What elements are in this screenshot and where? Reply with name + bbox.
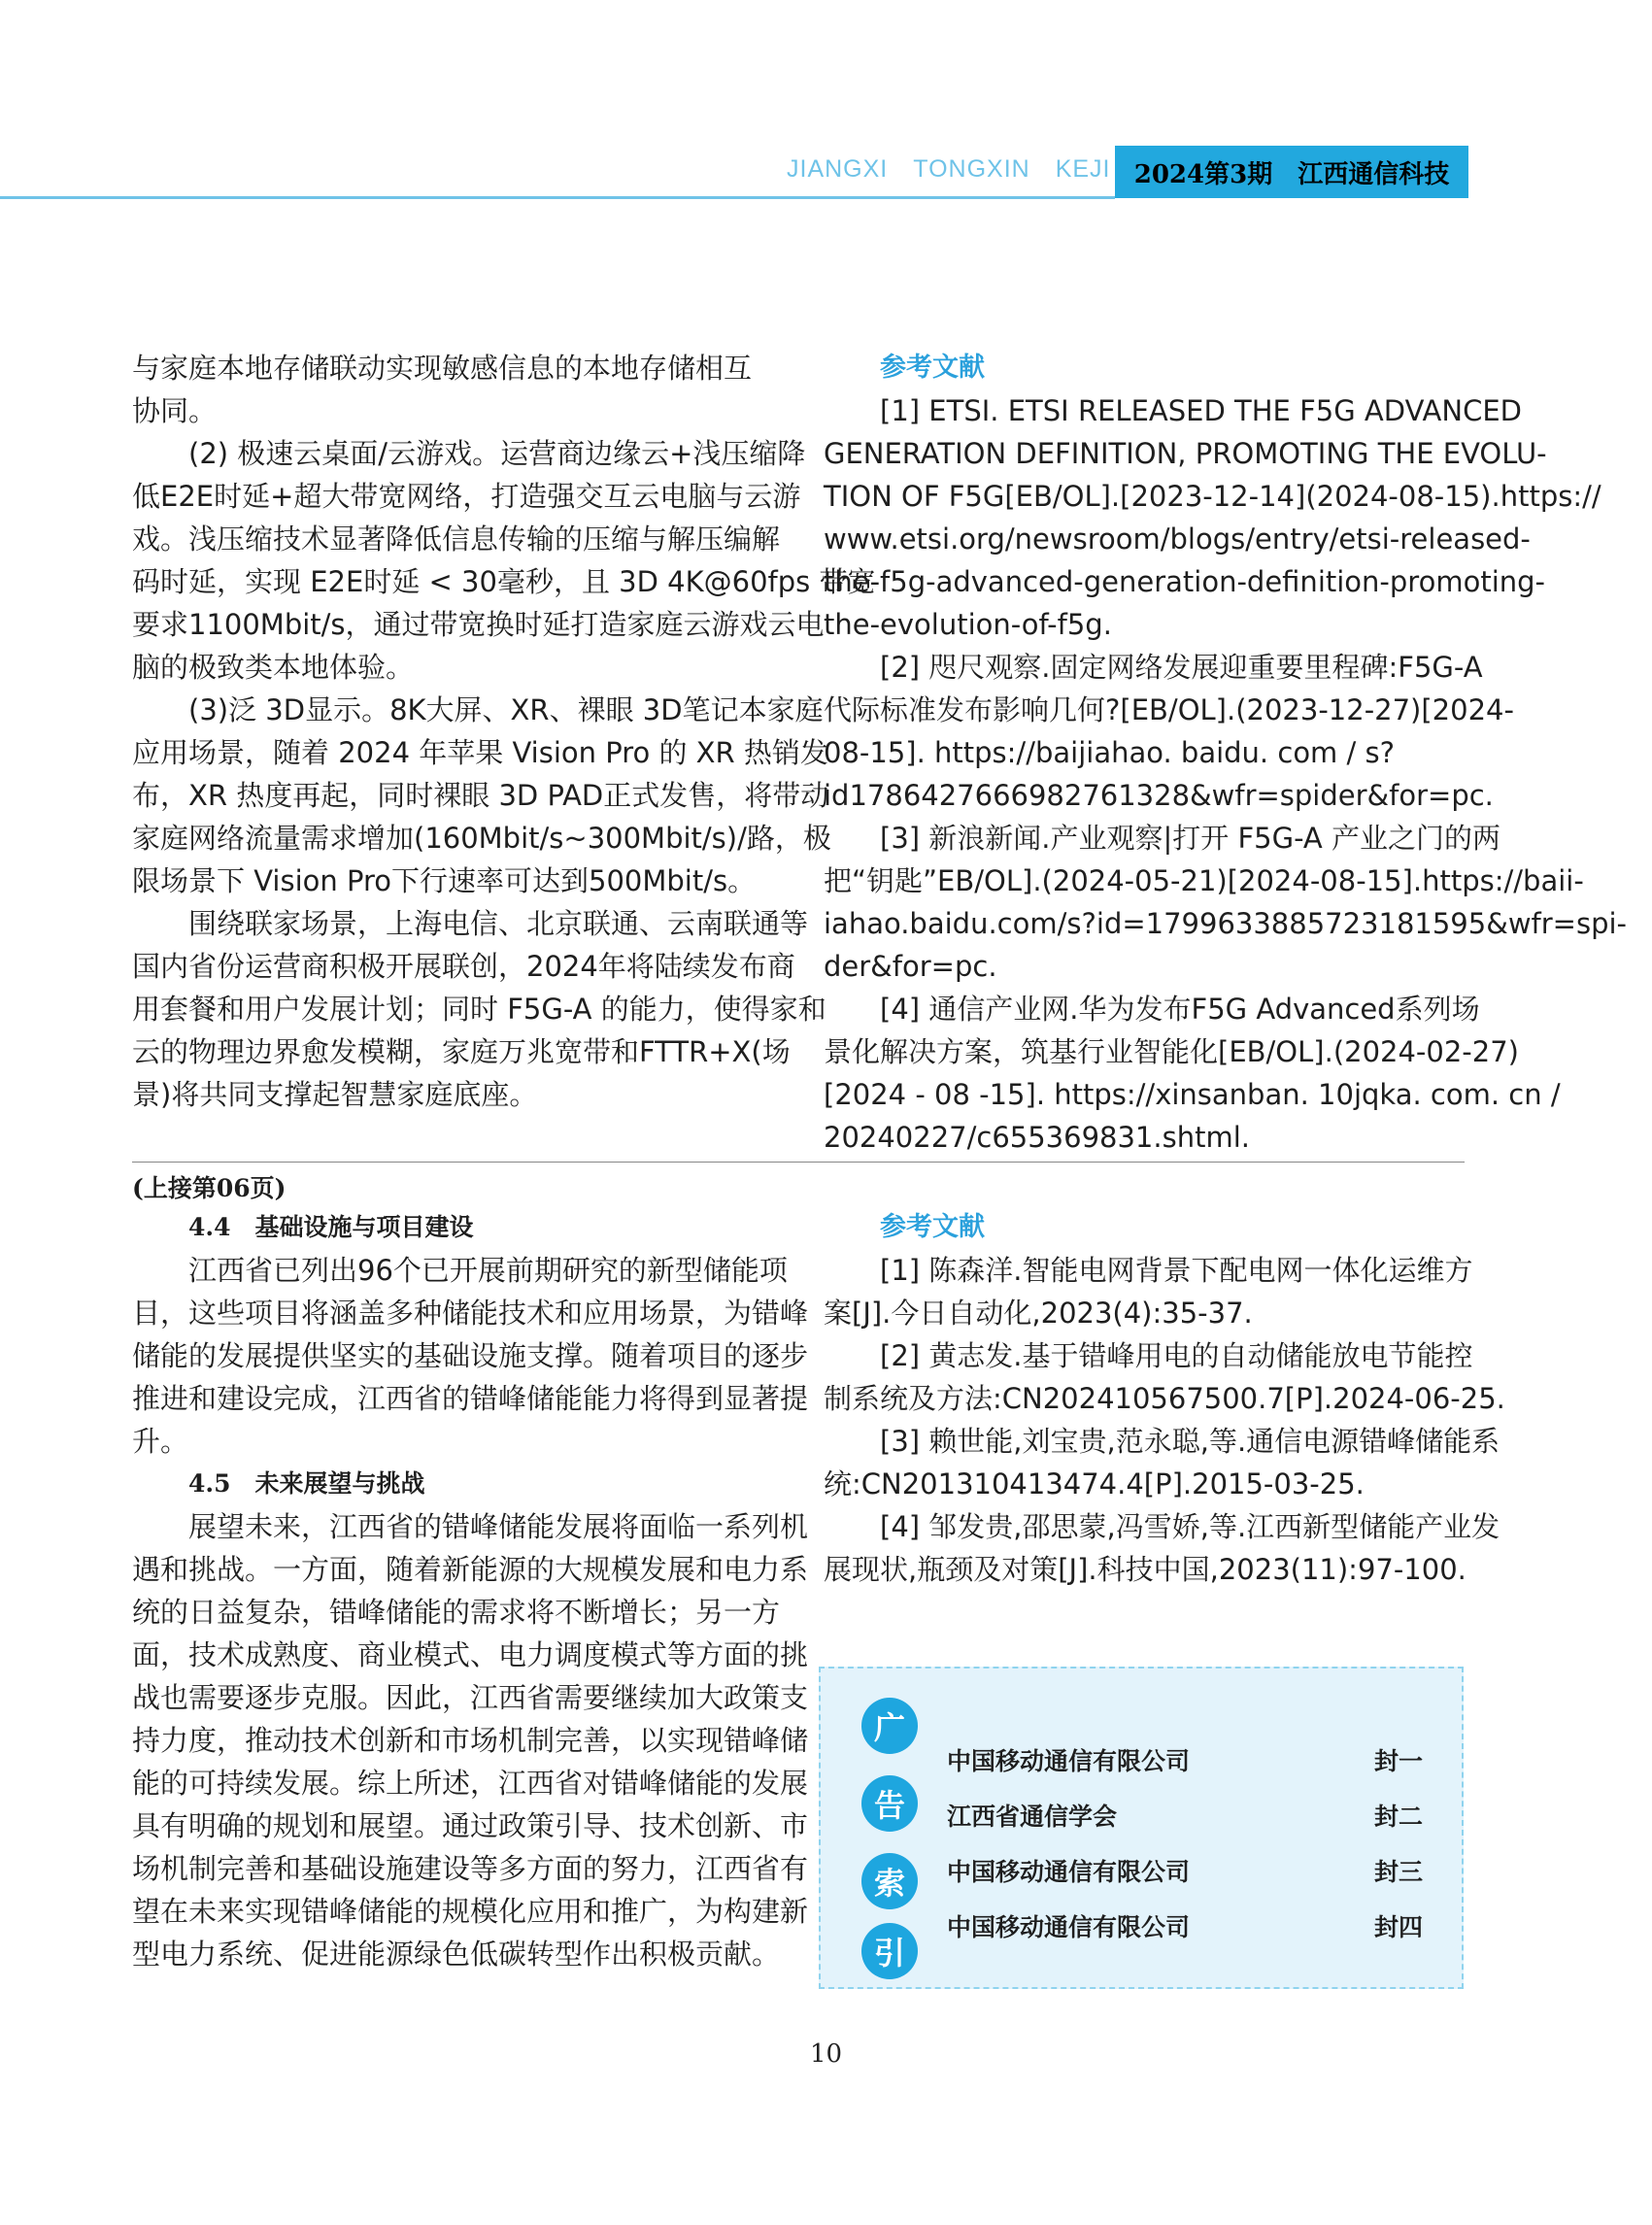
reference-line: TION OF F5G[EB/OL].[2023-12-14](2024-08-15).https:// <box>824 480 1601 513</box>
reference-line: 景化解决方案，筑基行业智能化[EB/OL].(2024-02-27) <box>824 1035 1519 1068</box>
body-line: 协同。 <box>132 394 218 427</box>
ad-title-char: 告 <box>861 1775 918 1832</box>
ad-title-char: 广 <box>861 1698 918 1754</box>
reference-line: [1] ETSI. ETSI RELEASED THE F5G ADVANCED <box>880 394 1522 427</box>
reference-line: der&for=pc. <box>824 950 997 983</box>
body-line: 布，XR 热度再起，同时裸眼 3D PAD正式发售，将带动 <box>132 779 829 812</box>
body-line: 场机制完善和基础设施建设等多方面的努力，江西省有 <box>132 1852 809 1885</box>
ad-company: 江西省通信学会 <box>947 1803 1118 1831</box>
body-line: 目，这些项目将涵盖多种储能技术和应用场景，为错峰 <box>132 1297 809 1330</box>
body-line: 与家庭本地存储联动实现敏感信息的本地存储相互 <box>132 352 753 385</box>
body-line: 景)将共同支撑起智慧家庭底座。 <box>132 1078 538 1111</box>
section-heading-4-4: 4.4 基础设施与项目建设 <box>188 1213 474 1241</box>
header-word: TONGXIN <box>913 155 1030 183</box>
reference-line: [2] 黄志发.基于错峰用电的自动储能放电节能控 <box>880 1339 1473 1372</box>
body-line: 云的物理边界愈发模糊，家庭万兆宽带和FTTR+X(场 <box>132 1035 791 1068</box>
body-line: 战也需要逐步克服。因此，江西省需要继续加大政策支 <box>132 1681 809 1714</box>
header-word: KEJI <box>1055 155 1111 183</box>
ad-entry <box>947 1906 1423 1949</box>
continued-note: (上接第06页) <box>132 1174 287 1202</box>
body-line: 国内省份运营商积极开展联创，2024年将陆续发布商 <box>132 950 795 983</box>
reference-line: [2024 - 08 -15]. https://xinsanban. 10jqka. com. cn / <box>824 1078 1561 1111</box>
body-line: 码时延，实现 E2E时延 < 30毫秒，且 3D 4K@60fps 带宽 <box>132 565 876 598</box>
body-line: 要求1100Mbit/s，通过带宽换时延打造家庭云游戏云电 <box>132 608 825 641</box>
reference-line: [4] 通信产业网.华为发布F5G Advanced系列场 <box>880 993 1480 1026</box>
body-line: 具有明确的规划和展望。通过政策引导、技术创新、市 <box>132 1809 809 1842</box>
bottom-right-references <box>824 1206 1505 1591</box>
body-line: 型电力系统、促进能源绿色低碳转型作出积极贡献。 <box>132 1938 781 1971</box>
reference-line: 代际标准发布影响几何?[EB/OL].(2023-12-27)[2024- <box>824 693 1514 726</box>
body-line: 低E2E时延+超大带宽网络，打造强交互云电脑与云游 <box>132 480 801 513</box>
page-number: 10 <box>809 2040 843 2069</box>
body-line: 应用场景，随着 2024 年苹果 Vision Pro 的 XR 热销发 <box>132 736 828 769</box>
advertisement-index <box>819 1667 1464 1989</box>
reference-line: iahao.baidu.com/s?id=1799633885723181595&wfr=spi- <box>824 907 1628 940</box>
reference-line: 展现状,瓶颈及对策[J].科技中国,2023(11):97-100. <box>824 1553 1467 1586</box>
ad-page: 封三 <box>1373 1858 1423 1886</box>
reference-line: www.etsi.org/newsroom/blogs/entry/etsi-released- <box>824 523 1531 556</box>
body-line: 面，技术成熟度、商业模式、电力调度模式等方面的挑 <box>132 1638 809 1671</box>
body-line: 储能的发展提供坚实的基础设施支撑。随着项目的逐步 <box>132 1339 809 1372</box>
header-rule <box>0 196 1115 199</box>
top-right-references <box>824 347 1628 1159</box>
body-line: 遇和挑战。一方面，随着新能源的大规模发展和电力系 <box>132 1553 809 1586</box>
body-line: 脑的极致类本地体验。 <box>132 651 415 684</box>
reference-line: [3] 赖世能,刘宝贵,范永聪,等.通信电源错峰储能系 <box>880 1425 1500 1458</box>
issue-number: 2024第3期 <box>1133 159 1273 189</box>
section-heading-4-5: 4.5 未来展望与挑战 <box>188 1469 425 1498</box>
body-line: 围绕联家场景，上海电信、北京联通、云南联通等 <box>188 907 809 940</box>
ad-entry <box>947 1851 1423 1894</box>
top-left-column <box>132 347 876 1116</box>
reference-line: [3] 新浪新闻.产业观察|打开 F5G-A 产业之门的两 <box>880 822 1500 855</box>
body-line: 统的日益复杂，错峰储能的需求将不断增长；另一方 <box>132 1596 781 1629</box>
journal-english-name <box>787 155 1136 188</box>
references-heading: 参考文献 <box>880 353 985 383</box>
reference-line: id1786427666982761328&wfr=spider&for=pc. <box>824 779 1494 812</box>
body-line: (2) 极速云桌面/云游戏。运营商边缘云+浅压缩降 <box>188 437 806 470</box>
issue-banner <box>1115 146 1468 198</box>
reference-line: 统:CN201310413474.4[P].2015-03-25. <box>824 1467 1365 1500</box>
ad-entry <box>947 1796 1423 1838</box>
body-line: 家庭网络流量需求增加(160Mbit/s~300Mbit/s)/路，极 <box>132 822 831 855</box>
body-line: 推进和建设完成，江西省的错峰储能能力将得到显著提 <box>132 1382 809 1415</box>
reference-line: 案[J].今日自动化,2023(4):35-37. <box>824 1297 1253 1330</box>
ad-page: 封二 <box>1373 1803 1423 1831</box>
reference-line: 20240227/c655369831.shtml. <box>824 1121 1250 1154</box>
ad-page: 封一 <box>1373 1747 1423 1775</box>
body-line: 展望未来，江西省的错峰储能发展将面临一系列机 <box>188 1510 809 1543</box>
body-line: 江西省已列出96个已开展前期研究的新型储能项 <box>188 1254 788 1287</box>
ad-company: 中国移动通信有限公司 <box>947 1858 1191 1886</box>
reference-line: [4] 邹发贵,邵思蒙,冯雪娇,等.江西新型储能产业发 <box>880 1510 1500 1543</box>
reference-line: 把“钥匙”EB/OL].(2024-05-21)[2024-08-15].https://baii- <box>824 864 1584 897</box>
ad-title-char: 索 <box>861 1853 918 1909</box>
reference-line: the-f5g-advanced-generation-definition-promoting- <box>824 565 1545 598</box>
references-heading: 参考文献 <box>880 1212 985 1242</box>
section-divider <box>132 1162 1465 1163</box>
ad-company: 中国移动通信有限公司 <box>947 1913 1191 1941</box>
journal-title: 江西通信科技 <box>1298 159 1450 189</box>
body-line: 望在未来实现错峰储能的规模化应用和推广，为构建新 <box>132 1895 809 1928</box>
header-word: JIANGXI <box>787 155 889 183</box>
body-line: (3)泛 3D显示。8K大屏、XR、裸眼 3D笔记本家庭 <box>188 693 824 726</box>
reference-line: [2] 咫尺观察.固定网络发展迎重要里程碑:F5G-A <box>880 651 1483 684</box>
reference-line: 制系统及方法:CN202410567500.7[P].2024-06-25. <box>824 1382 1505 1415</box>
body-line: 用套餐和用户发展计划；同时 F5G-A 的能力，使得家和 <box>132 993 826 1026</box>
ad-page: 封四 <box>1373 1913 1423 1941</box>
reference-line: 08-15]. https://baijiahao. baidu. com / s? <box>824 736 1396 769</box>
body-line: 升。 <box>132 1425 189 1458</box>
bottom-left-column <box>132 1171 809 1975</box>
reference-line: [1] 陈森洋.智能电网背景下配电网一体化运维方 <box>880 1254 1473 1287</box>
ad-title-char: 引 <box>861 1923 918 1979</box>
ad-entry <box>947 1740 1423 1783</box>
reference-line: GENERATION DEFINITION, PROMOTING THE EVOLU- <box>824 437 1547 470</box>
body-line: 戏。浅压缩技术显著降低信息传输的压缩与解压编解 <box>132 523 781 556</box>
body-line: 持力度，推动技术创新和市场机制完善，以实现错峰储 <box>132 1724 809 1757</box>
reference-line: the-evolution-of-f5g. <box>824 608 1112 641</box>
ad-company: 中国移动通信有限公司 <box>947 1747 1191 1775</box>
body-line: 能的可持续发展。综上所述，江西省对错峰储能的发展 <box>132 1767 809 1800</box>
body-line: 限场景下 Vision Pro下行速率可达到500Mbit/s。 <box>132 864 757 897</box>
